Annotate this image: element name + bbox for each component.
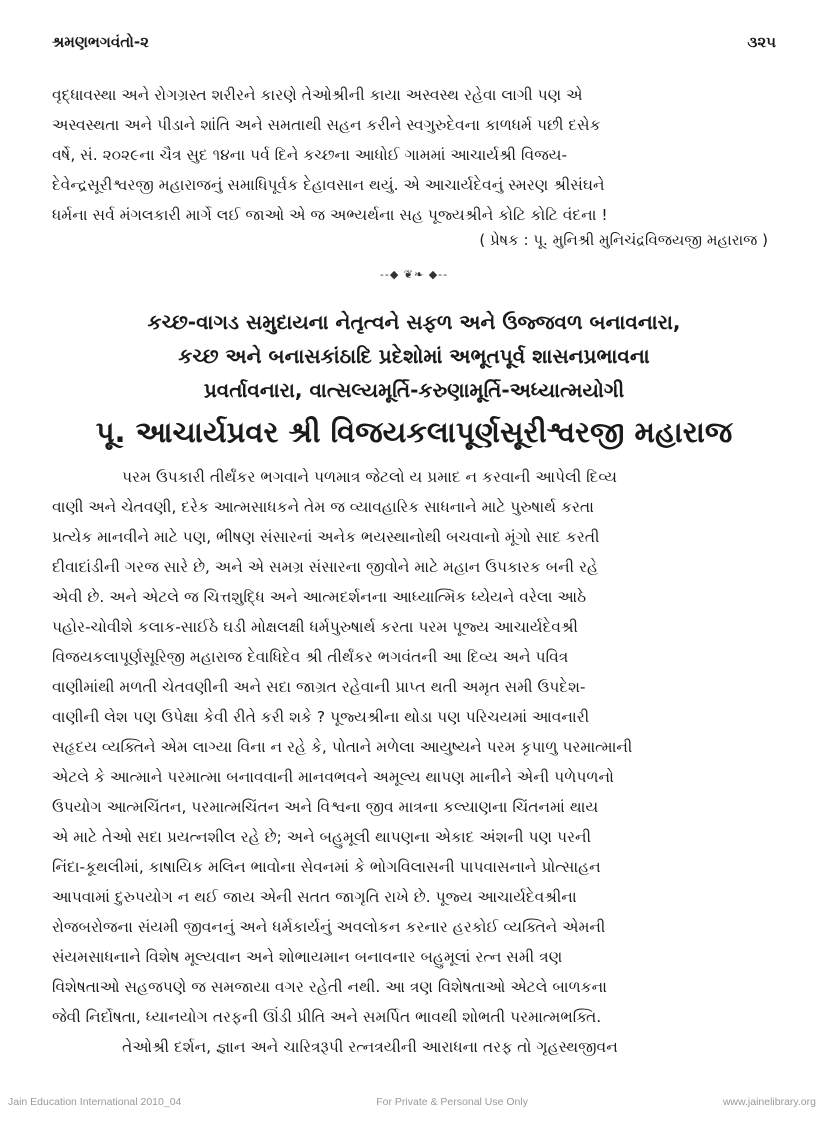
- text-line: ઉપયોગ આત્મચિંતન, પરમાત્મચિંતન અને વિશ્વના જીવ માત્રના કલ્યાણના ચિંતનમાં થાય: [52, 798, 599, 816]
- footer-website-link[interactable]: www.jainelibrary.org: [722, 1096, 816, 1108]
- page-number: ૩૨૫: [747, 33, 776, 51]
- text-line: એવી છે. અને એટલે જ ચિત્તશુદ્ધિ અને આત્મદર્શનના આધ્યાત્મિક ધ્યેયને વરેલા આઠે: [52, 588, 587, 606]
- text-line: પરમ ઉપકારી તીર્થંકર ભગવાને પળમાત્ર જેટલો ય પ્રમાદ ન કરવાની આપેલી દિવ્ય: [122, 468, 617, 486]
- subheading-line: કચ્છ-વાગડ સમુદાયના નેતૃત્વને સફળ અને ઉજ્જવળ બનાવનારા,: [147, 310, 681, 334]
- text-line: પ્રત્યેક માનવીને માટે પણ, ભીષણ સંસારનાં અનેક ભયસ્થાનોથી બચવાનો મૂંગો સાદ કરતી: [52, 528, 600, 546]
- ornament-divider: --◆ ❦❧ ◆--: [379, 268, 449, 281]
- text-line: વૃદ્ધાવસ્થા અને રોગગ્રસ્ત શરીરને કારણે તેઓશ્રીની કાયા અસ્વસ્થ રહેવા લાગી પણ એ: [52, 86, 583, 104]
- text-line: એટલે કે આત્માને પરમાત્મા બનાવવાની માનવભવને અમૂલ્ય થાપણ માનીને એની પળેપળનો: [52, 768, 614, 786]
- text-line: વિજયકલાપૂર્ણસૂરિજી મહારાજ દેવાધિદેવ શ્રી તીર્થંકર ભગવંતની આ દિવ્ય અને પવિત્ર: [52, 648, 569, 666]
- text-line: રોજબરોજના સંયમી જીવનનું અને ધર્મકાર્યનું અવલોકન કરનાર હરકોઈ વ્યક્તિને એમની: [52, 918, 606, 936]
- subheading-line: પ્રવર્તાવનારા, વાત્સલ્યમૂર્તિ-કરુણામૂર્તિ-અધ્યાત્મયોગી: [203, 378, 625, 402]
- running-header: [52, 30, 776, 54]
- text-line: વર્ષે, સં. ૨૦૨૯ના ચૈત્ર સુદ ૧૪ના પર્વ દિને કચ્છના આધોઈ ગામમાં આચાર્યશ્રી વિજય-: [52, 146, 568, 164]
- text-line: દીવાદાંડીની ગરજ સારે છે, અને એ સમગ્ર સંસારના જીવોને માટે મહાન ઉપકારક બની રહે: [52, 558, 599, 576]
- book-title: શ્રમણભગવંતો-૨: [52, 33, 149, 51]
- text-line: વાણીની લેશ પણ ઉપેક્ષા કેવી રીતે કરી શકે ? પૂજ્યશ્રીના થોડા પણ પરિચયમાં આવનારી: [52, 708, 590, 726]
- section-subheading: [40, 305, 788, 407]
- text-line: ધર્મના સર્વ મંગલકારી માર્ગે લઈ જાઓ એ જ અભ્યર્થના સહ પૂજ્યશ્રીને કોટિ કોટિ વંદના !: [52, 206, 608, 224]
- body-paragraph-1: [52, 462, 776, 1062]
- text-line: દેવેન્દ્રસૂરીશ્વરજી મહારાજનું સમાધિપૂર્વક દેહાવસાન થયું. એ આચાર્યદેવનું સ્મરણ શ્રીસંઘને: [52, 176, 605, 194]
- section-title: પૂ. આચાર્યપ્રવર શ્રી વિજયકલાપૂર્ણસૂરીશ્વરજી મહારાજ: [95, 415, 733, 449]
- footer-usage-note: For Private & Personal Use Only: [376, 1096, 528, 1108]
- text-line: વાણીમાંથી મળતી ચેતવણીની અને સદા જાગ્રત રહેવાની પ્રાપ્ત થતી અમૃત સમી ઉપદેશ-: [52, 678, 586, 696]
- text-line: અસ્વસ્થતા અને પીડાને શાંતિ અને સમતાથી સહન કરીને સ્વગુરુદેવના કાળધર્મ પછી દસેક: [52, 116, 601, 134]
- text-line: એ માટે તેઓ સદા પ્રયત્નશીલ રહે છે; અને બહુમૂલી થાપણના એકાદ અંશની પણ પરની: [52, 828, 592, 846]
- text-line: વિશેષતાઓ સહજપણે જ સમજાયા વગર રહેતી નથી. આ ત્રણ વિશેષતાઓ એટલે બાળકના: [52, 978, 607, 996]
- page-footer: [8, 1094, 816, 1110]
- text-line: વાણી અને ચેતવણી, દરેક આત્મસાધકને તેમ જ વ્યાવહારિક સાધનાને માટે પુરુષાર્થ કરતા: [52, 498, 594, 516]
- text-line: નિંદા-કૂથલીમાં, કાષાયિક મલિન ભાવોના સેવનમાં કે ભોગવિલાસની પાપવાસનાને પ્રોત્સાહન: [52, 858, 601, 876]
- text-line: આપવામાં દુરુપયોગ ન થઈ જાય એની સતત જાગૃતિ રાખે છે. પૂજ્ય આચાર્યદેવશ્રીના: [52, 888, 577, 906]
- footer-publisher: Jain Education International 2010_04: [8, 1096, 182, 1108]
- intro-paragraph: [52, 80, 776, 230]
- text-line: તેઓશ્રી દર્શન, જ્ઞાન અને ચારિત્રરૂપી રત્નત્રયીની આરાધના તરફ તો ગૃહસ્થજીવન: [122, 1038, 618, 1056]
- text-line: જેવી નિર્દોષતા, ધ્યાનયોગ તરફની ઊંડી પ્રીતિ અને સમર્પિત ભાવથી શોભતી પરમાત્મભક્તિ.: [52, 1008, 602, 1026]
- subheading-line: કચ્છ અને બનાસકાંઠાદિ પ્રદેશોમાં અભૂતપૂર્વ શાસનપ્રભાવના: [178, 344, 650, 368]
- text-line: સંયમસાધનાને વિશેષ મૂલ્યવાન અને શોભાયમાન બનાવનાર બહુમૂલાં રત્ન સમી ત્રણ: [52, 948, 563, 966]
- sender-credit: ( પ્રેષક : પૂ. મુનિશ્રી મુનિચંદ્રવિજયજી મહારાજ ): [479, 231, 768, 249]
- text-line: પહોર-ચોવીશે કલાક-સાઈઠે ઘડી મોક્ષલક્ષી ધર્મપુરુષાર્થ કરતા પરમ પૂજ્ય આચાર્યદેવશ્રી: [52, 618, 578, 636]
- text-line: સહૃદય વ્યક્તિને એમ લાગ્યા વિના ન રહે કે, પોતાને મળેલા આયુષ્યને પરમ કૃપાળુ પરમાત્માની: [52, 738, 633, 756]
